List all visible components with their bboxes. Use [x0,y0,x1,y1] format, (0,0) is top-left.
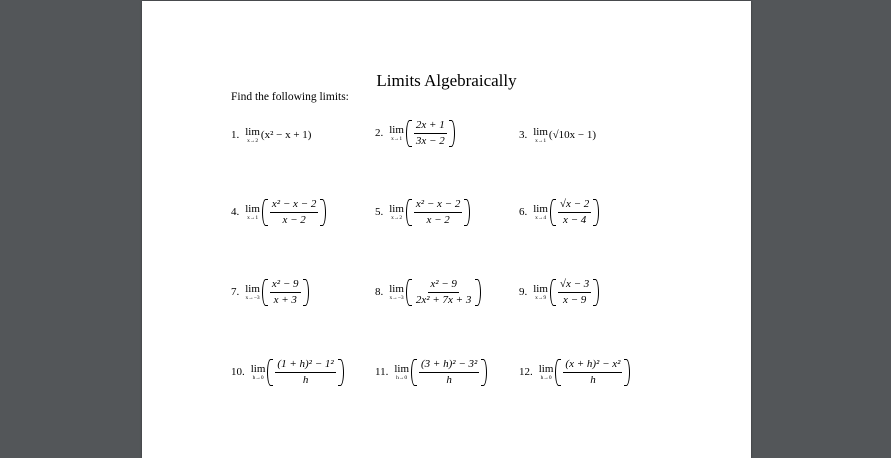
limit-operator [251,364,266,382]
fraction [270,199,318,226]
right-paren [624,359,630,386]
problem-number: 12. [519,366,533,378]
numerator: x² − x − 2 [414,199,462,213]
left-paren [262,279,268,306]
fraction [414,199,462,226]
problem-number: 10. [231,366,245,378]
limit-subscript: x→2 [247,138,259,144]
limit-operator [389,284,404,302]
limit-operator [389,204,404,222]
limit-operator [533,284,548,302]
problem-number: 7. [231,286,240,298]
limit-operator [533,127,548,145]
parenthesized-fraction [266,359,344,386]
problem-number: 4. [231,206,240,218]
limit-operator [533,204,548,222]
fraction [414,120,447,147]
right-paren [449,120,455,147]
expression: (√10x − 1) [548,129,596,142]
lim-word: lim [389,282,404,295]
fraction [558,279,591,306]
limit-operator [245,204,260,222]
limit-subscript: x→4 [535,214,547,221]
limit-operator [539,364,554,382]
denominator: x − 2 [282,214,306,226]
numerator: (1 + h)² − 1² [275,359,335,373]
parenthesized-fraction [549,279,600,306]
limit-subscript: x→1 [391,135,403,142]
problem-number: 6. [519,206,528,218]
denominator: h [590,374,596,386]
limit-subscript: x→2 [391,214,403,221]
limit-subscript: h→0 [540,374,552,381]
left-paren [406,120,412,147]
lim-word: lim [533,126,548,138]
parenthesized-fraction [405,120,456,147]
right-paren [481,359,487,386]
problem-6 [519,199,600,226]
lim-word: lim [250,362,266,375]
denominator: h [302,374,309,386]
numerator: 2x + 1 [414,120,447,134]
problem-12 [519,359,631,386]
lim-word: lim [389,123,404,136]
problem-1 [231,127,311,145]
instructions: Find the following limits: [231,91,349,103]
problem-number: 9. [519,286,528,298]
problem-4 [231,199,327,226]
page-title: Limits Algebraically [376,71,517,90]
limit-subscript: x→1 [535,138,547,144]
limit-operator [389,125,404,143]
fraction [419,359,479,386]
fraction [270,279,301,306]
limit-subscript: h→0 [252,374,264,381]
problem-3 [519,127,596,145]
left-paren [262,199,268,226]
right-paren [303,279,309,306]
parenthesized-fraction [410,359,488,386]
right-paren [464,199,470,226]
limit-subscript: x→−3 [245,294,260,301]
lim-word: lim [538,362,554,375]
problem-number: 2. [375,127,384,139]
problem-number: 5. [375,206,384,218]
numerator: (3 + h)² − 3² [419,359,479,373]
problem-7 [231,279,310,306]
left-paren [406,199,412,226]
lim-word: lim [394,362,410,375]
left-paren [411,359,417,386]
fraction [563,359,622,386]
problem-2 [375,120,456,147]
lim-word: lim [245,202,260,215]
right-paren [320,199,326,226]
numerator: √x − 2 [558,199,591,213]
parenthesized-fraction [549,199,600,226]
fraction [275,359,335,386]
denominator: x − 9 [562,294,587,306]
limit-subscript: x→1 [247,214,259,221]
parenthesized-fraction [554,359,631,386]
lim-word: lim [533,282,548,295]
right-paren [593,279,599,306]
parenthesized-fraction [261,199,327,226]
numerator: x² − 9 [428,279,459,293]
numerator: x² − 9 [270,279,301,293]
problem-number: 3. [519,129,528,142]
limit-operator [245,284,260,302]
limit-subscript: h→0 [396,374,408,381]
limit-operator [245,127,260,145]
limit-operator [394,364,409,382]
denominator: x − 4 [562,214,587,226]
problem-9 [519,279,600,306]
denominator: 2x² + 7x + 3 [415,294,472,306]
denominator: x − 2 [426,214,450,226]
problem-8 [375,279,482,306]
limit-subscript: x→9 [535,294,547,301]
left-paren [550,199,556,226]
worksheet-page [142,1,751,458]
fraction [558,199,591,226]
numerator: (x + h)² − x² [563,359,622,373]
parenthesized-fraction [405,199,471,226]
problem-number: 8. [375,286,384,298]
problem-10 [231,359,345,386]
numerator: x² − x − 2 [270,199,318,213]
lim-word: lim [533,202,548,215]
problem-5 [375,199,471,226]
parenthesized-fraction [405,279,482,306]
left-paren [406,279,412,306]
denominator: x + 3 [273,294,297,306]
right-paren [338,359,344,386]
right-paren [593,199,599,226]
limit-subscript: x→−3 [389,294,404,301]
lim-word: lim [245,126,260,138]
parenthesized-fraction [261,279,310,306]
lim-word: lim [389,202,404,215]
problem-number: 11. [375,366,389,378]
lim-word: lim [245,282,260,295]
problem-11 [375,359,488,386]
denominator: 3x − 2 [415,135,445,147]
left-paren [550,279,556,306]
numerator: √x − 3 [558,279,591,293]
left-paren [267,359,273,386]
right-paren [475,279,481,306]
fraction [414,279,473,306]
problem-number: 1. [231,129,240,142]
denominator: h [446,374,452,386]
expression: (x² − x + 1) [260,129,312,142]
left-paren [555,359,561,386]
